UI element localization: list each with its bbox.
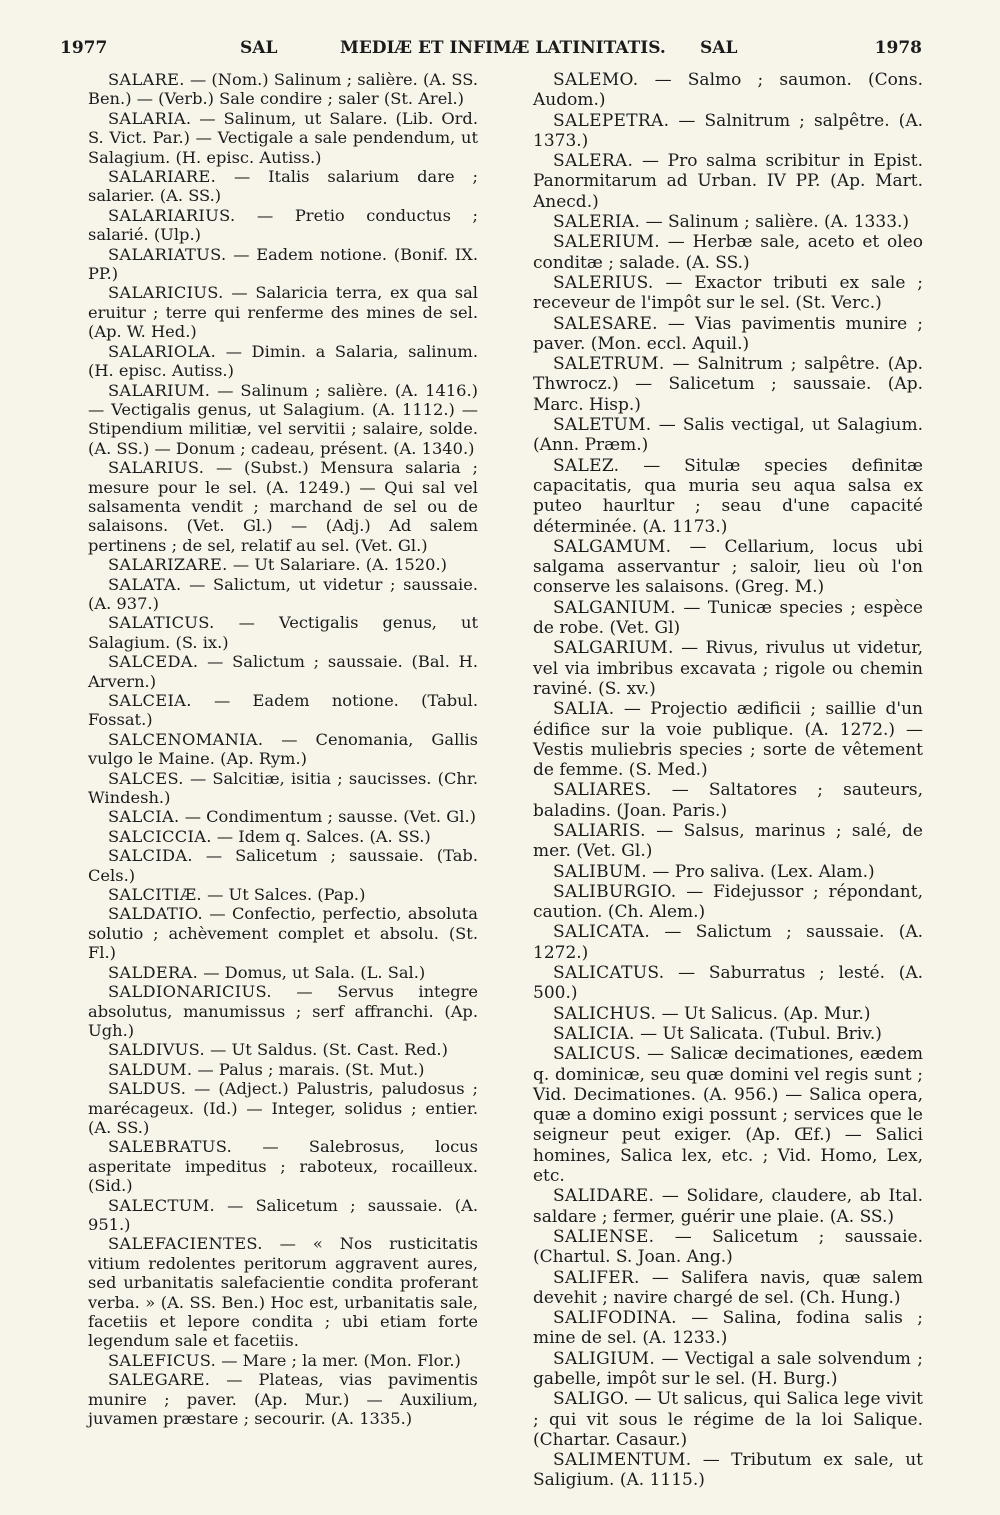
entry-definition: — Salinum ; salière. (A. 1416.) — Vectigalis genus, ut Salagium. (A. 1112.) — Stipendium militiæ, vel servitii ; salaire, solde. (A. SS.) — Donum ; cadeau, présent. (A. 1340.) xyxy=(88,380,478,458)
entry-headword: SALIMENTUM. xyxy=(553,1450,692,1471)
dictionary-entry xyxy=(88,730,478,769)
entry-definition: — Salinum ; salière. (A. 1333.) xyxy=(645,212,910,233)
running-title: MEDIÆ ET INFIMÆ LATINITATIS. xyxy=(340,38,666,58)
running-head-word-right: SAL xyxy=(700,38,738,58)
entry-headword: SALIARES. xyxy=(553,780,652,801)
entry-headword: SALCES. xyxy=(108,768,184,788)
dictionary-entry xyxy=(88,846,478,885)
dictionary-entry xyxy=(533,862,923,882)
page-header xyxy=(60,38,922,64)
entry-headword: SALARIARE. xyxy=(108,167,217,187)
entry-headword: SALARICIUS. xyxy=(108,283,224,303)
entry-definition: — Salnitrum ; salpêtre. (A. 1373.) xyxy=(533,110,923,151)
entry-definition: — Ut Salicata. (Tubul. Briv.) xyxy=(640,1023,882,1044)
entry-definition: — Projectio ædificii ; saillie d'un édifice sur la voie publique. (A. 1272.) — Vestis muliebris species ; sorte de vêtement de femme. (S. Med.) xyxy=(533,699,924,781)
entry-headword: SALARE. xyxy=(108,70,185,89)
dictionary-entry xyxy=(533,1044,923,1186)
running-head-word-left: SAL xyxy=(240,38,278,58)
entry-headword: SALARIUS. xyxy=(108,458,205,478)
dictionary-entry xyxy=(88,167,478,206)
dictionary-entry xyxy=(88,245,478,284)
right-column xyxy=(533,70,923,1491)
page-number-right: 1978 xyxy=(874,38,922,58)
entry-definition: — Fidejussor ; répondant, caution. (Ch. Alem.) xyxy=(533,881,923,923)
entry-definition: — Ut Salariare. (A. 1520.) xyxy=(232,555,447,575)
dictionary-entry xyxy=(533,780,923,821)
entry-definition: — Tributum ex sale, ut Saligium. (A. 1115.) xyxy=(533,1450,923,1491)
entry-definition: — Cenomania, Gallis vulgo le Maine. (Ap. Rym.) xyxy=(88,729,479,769)
entry-definition: — Salis vectigal, ut Salagium. (Ann. Præm.) xyxy=(533,415,924,456)
entry-definition: — Solidare, claudere, ab Ital. saldare ; fermer, guérir une plaie. (A. SS.) xyxy=(533,1186,923,1227)
entry-headword: SALESARE. xyxy=(553,313,658,334)
entry-definition: — Plateas, vias pavimentis munire ; paver. (Ap. Mur.) — Auxilium, juvamen præstare ; secourir. (A. 1335.) xyxy=(88,1370,478,1429)
entry-definition: — Salicetum ; saussaie. (A. 951.) xyxy=(88,1195,478,1234)
entry-definition: — Salina, fodina salis ; mine de sel. (A. 1233.) xyxy=(533,1308,923,1349)
entry-headword: SALEFACIENTES. xyxy=(108,1234,263,1254)
dictionary-entry xyxy=(88,963,478,982)
dictionary-entry xyxy=(88,109,478,167)
entry-headword: SALDIONARICIUS. xyxy=(108,982,272,1002)
dictionary-entry xyxy=(533,70,923,111)
entry-definition: — Salictum ; saussaie. (A. 1272.) xyxy=(533,922,924,963)
entry-definition: — Salicetum ; saussaie. (Chartul. S. Joan. Ang.) xyxy=(533,1226,924,1268)
entry-definition: — Servus integre absolutus, manumissus ; serf affranchi. (Ap. Ugh.) xyxy=(88,982,478,1040)
entry-headword: SALEPETRA. xyxy=(553,110,670,131)
entry-headword: SALIFER. xyxy=(553,1267,640,1288)
dictionary-entry xyxy=(88,827,478,846)
dictionary-entry xyxy=(533,1024,923,1044)
dictionary-entry xyxy=(88,1351,478,1370)
entry-definition: — Salnitrum ; salpêtre. (Ap. Thwrocz.) — Salicetum ; saussaie. (Ap. Marc. Hisp.) xyxy=(533,354,923,415)
dictionary-entry xyxy=(533,1389,923,1450)
entry-headword: SALICATUS. xyxy=(553,963,665,984)
dictionary-entry xyxy=(533,314,923,355)
dictionary-entry xyxy=(533,415,923,456)
entry-definition: — Salinum, ut Salare. (Lib. Ord. S. Vict. Par.) — Vectigale a sale pendendum, ut Salagium. (H. episc. Autiss.) xyxy=(88,108,478,167)
dictionary-entry xyxy=(88,1370,478,1428)
dictionary-entry xyxy=(533,1186,923,1227)
entry-definition: — Condimentum ; sausse. (Vet. Gl.) xyxy=(184,807,476,827)
entry-headword: SALATA. xyxy=(108,574,182,594)
entry-definition: — Rivus, rivulus ut videtur, vel via imbribus excavata ; rigole ou chemin raviné. (S. xv.) xyxy=(533,638,924,699)
dictionary-entry xyxy=(88,613,478,652)
dictionary-entry xyxy=(533,1227,923,1268)
entry-headword: SALICUS. xyxy=(553,1044,642,1065)
entry-definition: — Dimin. a Salaria, salinum. (H. episc. Autiss.) xyxy=(88,341,479,381)
entry-headword: SALGANIUM. xyxy=(553,597,676,618)
dictionary-entry xyxy=(88,206,478,245)
entry-headword: SALDIVUS. xyxy=(108,1040,205,1060)
entry-headword: SALARIUM. xyxy=(108,380,211,400)
entry-definition: — (Adject.) Palustris, paludosus ; marécageux. (Id.) — Integer, solidus ; entier. (A. SS.) xyxy=(88,1079,478,1137)
dictionary-entry xyxy=(533,699,923,780)
entry-headword: SALEZ. xyxy=(553,455,620,476)
entry-definition: — Cellarium, locus ubi salgama asservantur ; saloir, lieu où l'on conserve les salaisons. (Greg. M.) xyxy=(533,536,923,598)
entry-definition: — Salicæ decimationes, eædem q. dominicæ, seu quæ domini vel regis sunt ; Vid. Decimationes. (A. 956.) — Salica opera, quæ a domino exigi possunt ; services que le seigneur peut exiger. (Ap. Œf.) — Salici homines, Salica lex, etc. ; Vid. Homo, Lex, etc. xyxy=(533,1044,923,1187)
entry-headword: SALETRUM. xyxy=(553,354,665,375)
entry-headword: SALARIA. xyxy=(108,108,192,128)
entry-definition: — Ut Saldus. (St. Cast. Red.) xyxy=(210,1040,448,1060)
entry-definition: — Saltatores ; sauteurs, baladins. (Joan. Paris.) xyxy=(533,780,924,821)
entry-definition: — Palus ; marais. (St. Mut.) xyxy=(197,1059,425,1079)
dictionary-entry xyxy=(88,904,478,962)
dictionary-entry xyxy=(533,273,923,314)
dictionary-entry xyxy=(88,1079,478,1137)
dictionary-entry xyxy=(533,111,923,152)
dictionary-entry xyxy=(533,963,923,1004)
dictionary-entry xyxy=(88,283,478,341)
entry-definition: — Salebrosus, locus asperitate impeditus ; raboteux, rocailleux. (Sid.) xyxy=(88,1137,478,1196)
dictionary-entry xyxy=(88,691,478,730)
dictionary-entry xyxy=(533,638,923,699)
entry-headword: SALCIDA. xyxy=(108,846,193,866)
entry-headword: SALDUM. xyxy=(108,1059,193,1079)
entry-definition: — Tunicæ species ; espèce de robe. (Vet. Gl) xyxy=(533,597,923,639)
entry-headword: SALEBRATUS. xyxy=(108,1137,233,1157)
entry-definition: — Eadem notione. (Tabul. Fossat.) xyxy=(88,691,478,730)
dictionary-entry xyxy=(533,598,923,639)
dictionary-entry xyxy=(88,769,478,808)
entry-definition: — Idem q. Salces. (A. SS.) xyxy=(216,826,431,846)
entry-headword: SALICHUS. xyxy=(553,1003,657,1024)
dictionary-entry xyxy=(88,1040,478,1059)
entry-headword: SALATICUS. xyxy=(108,613,215,633)
entry-headword: SALECTUM. xyxy=(108,1195,215,1215)
dictionary-entry xyxy=(88,1234,478,1350)
entry-definition: — Salicetum ; saussaie. (Tab. Cels.) xyxy=(88,846,478,885)
entry-definition: — Vias pavimentis munire ; paver. (Mon. eccl. Aquil.) xyxy=(533,313,923,354)
entry-definition: — Salictum ; saussaie. (Bal. H. Arvern.) xyxy=(88,652,478,691)
dictionary-entry xyxy=(88,381,478,459)
dictionary-entry xyxy=(533,354,923,415)
entry-headword: SALIDARE. xyxy=(553,1186,655,1207)
entry-definition: — Ut Salicus. (Ap. Mur.) xyxy=(661,1003,871,1024)
dictionary-entry xyxy=(88,885,478,904)
entry-definition: — Exactor tributi ex sale ; receveur de l'impôt sur le sel. (St. Verc.) xyxy=(533,272,924,314)
entry-headword: SALARIOLA. xyxy=(108,341,217,361)
entry-definition: — Ut salicus, qui Salica lege vivit ; qui vit sous le régime de la loi Salique. (Chartar. Casaur.) xyxy=(533,1389,923,1450)
entry-headword: SALIGO. xyxy=(553,1389,629,1410)
dictionary-entry xyxy=(533,821,923,862)
entry-definition: — Pro salma scribitur in Epist. Panormitarum ad Urban. IV PP. (Ap. Mart. Anecd.) xyxy=(533,151,924,212)
entry-definition: — Vectigalis genus, ut Salagium. (S. ix.) xyxy=(88,613,478,652)
entry-headword: SALDERA. xyxy=(108,962,199,982)
dictionary-entry xyxy=(88,1137,478,1195)
dictionary-entry xyxy=(533,1268,923,1309)
entry-definition: — Salsus, marinus ; salé, de mer. (Vet. Gl.) xyxy=(533,820,923,862)
dictionary-entry xyxy=(533,212,923,232)
entry-headword: SALDATIO. xyxy=(108,904,204,924)
dictionary-entry xyxy=(88,575,478,614)
entry-headword: SALARIARIUS. xyxy=(108,205,236,225)
dictionary-entry xyxy=(88,1060,478,1079)
dictionary-entry xyxy=(533,537,923,598)
entry-definition: — Pro saliva. (Lex. Alam.) xyxy=(652,861,875,882)
dictionary-entry xyxy=(533,1308,923,1349)
entry-headword: SALIBUM. xyxy=(553,861,647,882)
dictionary-entry xyxy=(88,652,478,691)
dictionary-entry xyxy=(88,807,478,826)
entry-headword: SALIBURGIO. xyxy=(553,881,677,902)
entry-definition: — Situlæ species definitæ capacitatis, qua muria seu aqua salsa ex puteo haurltur ; seau d'une capacité déterminée. (A. 1173.) xyxy=(533,455,923,537)
left-column xyxy=(88,70,478,1428)
entry-definition: — Salmo ; saumon. (Cons. Audom.) xyxy=(533,70,923,111)
entry-definition: — Saburratus ; lesté. (A. 500.) xyxy=(533,963,924,1004)
entry-definition: — Vectigal a sale solvendum ; gabelle, impôt sur le sel. (H. Burg.) xyxy=(533,1348,923,1389)
entry-headword: SALIENSE. xyxy=(553,1226,655,1247)
entry-definition: — Domus, ut Sala. (L. Sal.) xyxy=(203,962,426,982)
entry-headword: SALEMO. xyxy=(553,70,639,90)
dictionary-entry xyxy=(533,1004,923,1024)
entry-headword: SALEGARE. xyxy=(108,1370,211,1390)
entry-definition: — Salifera navis, quæ salem devehit ; navire chargé de sel. (Ch. Hung.) xyxy=(533,1267,923,1308)
entry-definition: — (Subst.) Mensura salaria ; mesure pour le sel. (A. 1249.) — Qui sal vel salsamenta vendit ; marchand de sel ou de salaisons. (Vet. Gl.) — (Adj.) Ad salem pertinens ; de sel, relatif au sel. (Vet. Gl.) xyxy=(88,458,478,555)
dictionary-entry xyxy=(533,1450,923,1491)
entry-headword: SALETUM. xyxy=(553,415,652,436)
dictionary-entry xyxy=(533,922,923,963)
entry-headword: SALCITIÆ. xyxy=(108,885,202,905)
entry-headword: SALIGIUM. xyxy=(553,1348,656,1369)
entry-definition: — Salaricia terra, ex qua sal eruitur ; terre qui renferme des mines de sel. (Ap. W. Hed.) xyxy=(88,283,478,342)
entry-headword: SALARIATUS. xyxy=(108,244,227,264)
entry-headword: SALEFICUS. xyxy=(108,1350,217,1370)
dictionary-entry xyxy=(88,1196,478,1235)
dictionary-entry xyxy=(88,982,478,1040)
entry-definition: — Eadem notione. (Bonif. IX. PP.) xyxy=(88,244,478,284)
dictionary-entry xyxy=(88,458,478,555)
dictionary-entry xyxy=(88,70,478,109)
entry-headword: SALERIUM. xyxy=(553,232,660,253)
entry-headword: SALCENOMANIA. xyxy=(108,729,264,749)
entry-definition: — Herbæ sale, aceto et oleo conditæ ; salade. (A. SS.) xyxy=(533,232,924,273)
entry-headword: SALERIA. xyxy=(553,212,641,233)
entry-definition: — Confectio, perfectio, absoluta solutio ; achèvement complet et absolu. (St. Fl.) xyxy=(88,904,478,963)
entry-headword: SALCIA. xyxy=(108,807,180,827)
entry-headword: SALICATA. xyxy=(553,922,651,943)
dictionary-entry xyxy=(533,151,923,212)
dictionary-entry xyxy=(533,1349,923,1390)
entry-definition: — « Nos rusticitatis vitium redolentes peritorum aggravent aures, sed urbanitatis salefacientie condita proferant verba. » (A. SS. Ben.) Hoc est, urbanitatis sale, facetiis et lepore condita ; ubi etiam forte legendum sale et facetiis. xyxy=(88,1234,478,1351)
entry-headword: SALCEDA. xyxy=(108,652,199,672)
dictionary-entry xyxy=(533,882,923,923)
entry-definition: — Salictum, ut videtur ; saussaie. (A. 937.) xyxy=(88,574,478,613)
entry-definition: — (Nom.) Salinum ; salière. (A. SS. Ben.) — (Verb.) Sale condire ; saler (St. Arel.) xyxy=(88,70,478,109)
entry-headword: SALGARIUM. xyxy=(553,638,674,659)
entry-headword: SALIA. xyxy=(553,699,615,720)
entry-headword: SALCEIA. xyxy=(108,691,192,710)
entry-headword: SALGAMUM. xyxy=(553,536,672,557)
entry-definition: — Ut Salces. (Pap.) xyxy=(207,885,366,905)
page-number-left: 1977 xyxy=(60,38,108,58)
dictionary-entry xyxy=(533,456,923,537)
dictionary-entry xyxy=(88,555,478,574)
dictionary-entry xyxy=(533,232,923,273)
entry-definition: — Salcitiæ, isitia ; saucisses. (Chr. Windesh.) xyxy=(88,768,478,808)
entry-headword: SALERIUS. xyxy=(553,272,654,293)
entry-headword: SALDUS. xyxy=(108,1079,187,1099)
entry-definition: — Mare ; la mer. (Mon. Flor.) xyxy=(221,1350,461,1370)
entry-headword: SALIFODINA. xyxy=(553,1308,677,1329)
entry-headword: SALIARIS. xyxy=(553,820,646,841)
entry-headword: SALERA. xyxy=(553,151,634,172)
entry-definition: — Italis salarium dare ; salarier. (A. SS.) xyxy=(88,167,478,206)
entry-headword: SALICIA. xyxy=(553,1023,635,1044)
dictionary-entry xyxy=(88,342,478,381)
entry-headword: SALARIZARE. xyxy=(108,555,228,575)
entry-definition: — Pretio conductus ; salarié. (Ulp.) xyxy=(88,205,478,245)
entry-headword: SALCICCIA. xyxy=(108,826,212,846)
